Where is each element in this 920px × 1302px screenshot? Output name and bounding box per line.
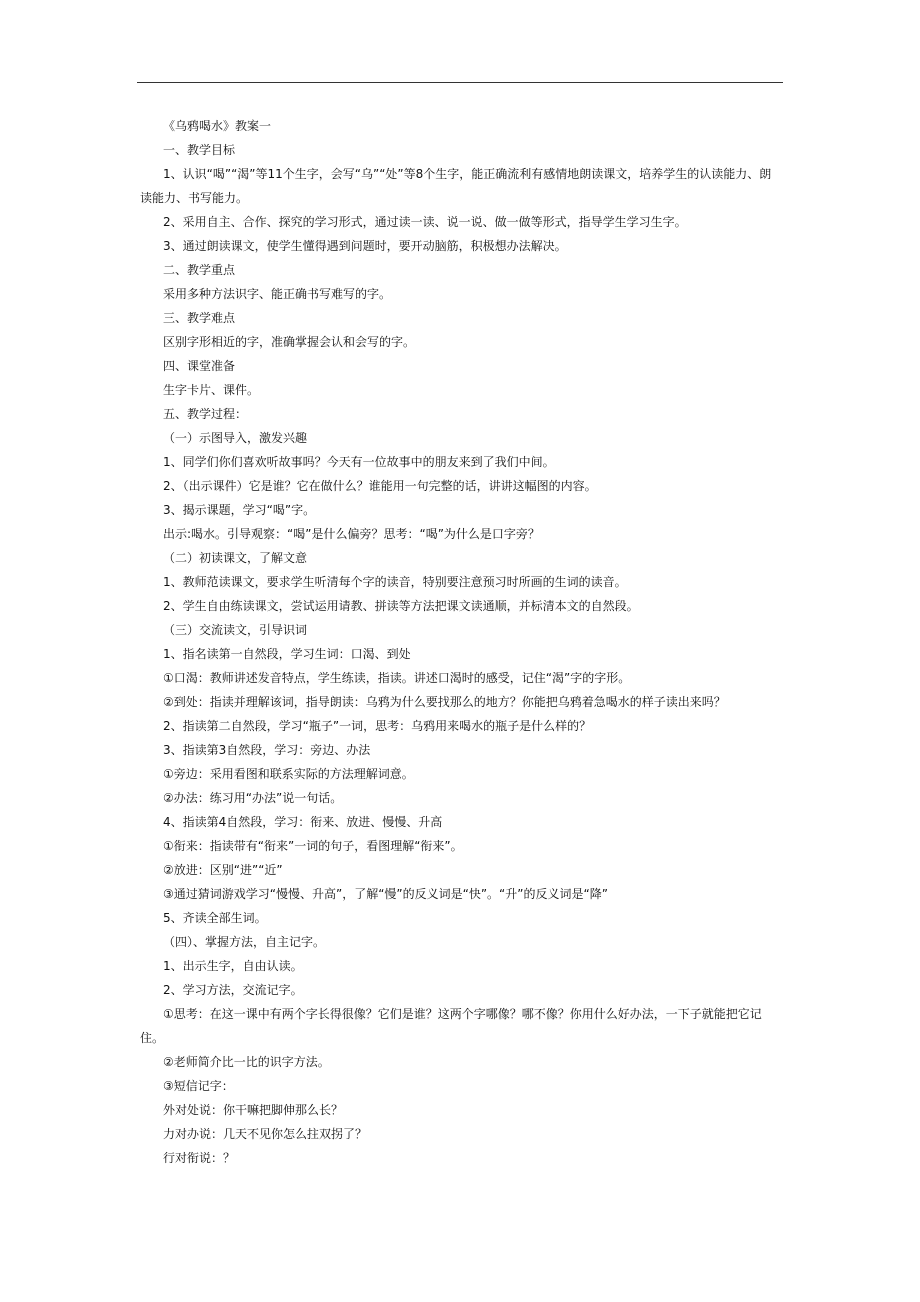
paragraph: 出示:喝水。引导观察：“喝”是什么偏旁？思考：“喝”为什么是口字旁？ — [163, 527, 540, 541]
paragraph: ②放进：区别“进”“近” — [163, 863, 283, 877]
paragraph: 1、出示生字，自由认读。 — [163, 959, 303, 973]
paragraph: ②老师简介比一比的识字方法。 — [163, 1055, 330, 1069]
document-body — [140, 114, 783, 1170]
section-heading: 二、教学重点 — [163, 263, 236, 277]
paragraph: 3、揭示课题，学习“喝”字。 — [163, 503, 316, 517]
paragraph: 1、教师范读课文，要求学生听清每个字的读音，特别要注意预习时所画的生词的读音。 — [163, 575, 627, 589]
paragraph: 采用多种方法识字、能正确书写难写的字。 — [163, 287, 392, 301]
paragraph: 区别字形相近的字，准确掌握会认和会写的字。 — [163, 335, 416, 349]
section-heading: 四、课堂准备 — [163, 359, 236, 373]
paragraph: ①思考：在这一课中有两个字长得很像？它们是谁？这两个字哪像？哪不像？你用什么好办法，一下子就能把它记住。 — [140, 1007, 762, 1045]
subsection-heading: （四）、掌握方法，自主记字。 — [163, 935, 326, 949]
paragraph: 3、通过朗读课文，使学生懂得遇到问题时，要开动脑筋，积极想办法解决。 — [163, 239, 567, 253]
paragraph: 力对办说：几天不见你怎么拄双拐了？ — [163, 1127, 368, 1141]
paragraph: 1、指名读第一自然段，学习生词：口渴、到处 — [163, 647, 411, 661]
paragraph: ②办法：练习用“办法”说一句话。 — [163, 791, 343, 805]
section-heading: 一、教学目标 — [163, 143, 236, 157]
section-heading: 三、教学难点 — [163, 311, 236, 325]
header-rule — [137, 82, 783, 83]
paragraph: ③通过猜词游戏学习“慢慢、升高”，了解“慢”的反义词是“快”。“升”的反义词是“降” — [163, 887, 608, 901]
paragraph: ③短信记字： — [163, 1079, 234, 1093]
subsection-heading: （一）示图导入，激发兴趣 — [163, 431, 308, 445]
paragraph: 1、同学们你们喜欢听故事吗？今天有一位故事中的朋友来到了我们中间。 — [163, 455, 555, 469]
paragraph: 4、指读第4自然段，学习：衔来、放进、慢慢、升高 — [163, 815, 443, 829]
subsection-heading: （三）交流读文，引导识词 — [163, 623, 308, 637]
paragraph: ①衔来：指读带有“衔来”一词的句子，看图理解“衔来”。 — [163, 839, 463, 853]
section-heading: 五、教学过程： — [163, 407, 248, 421]
doc-title: 《乌鸦喝水》教案一 — [163, 119, 272, 133]
paragraph: ②到处：指读并理解该词，指导朗读：乌鸦为什么要找那么的地方？你能把乌鸦着急喝水的样子读出来吗？ — [163, 695, 726, 709]
paragraph: 2、（出示课件）它是谁？它在做什么？谁能用一句完整的话，讲讲这幅图的内容。 — [163, 479, 597, 493]
paragraph: 行对衔说：？ — [163, 1151, 236, 1165]
paragraph: 2、学习方法，交流记字。 — [163, 983, 303, 997]
subsection-heading: （二）初读课文，了解文意 — [163, 551, 308, 565]
paragraph: ①旁边：采用看图和联系实际的方法理解词意。 — [163, 767, 414, 781]
paragraph: ①口渴：教师讲述发音特点，学生练读，指读。讲述口渴时的感受，记住“渴”字的字形。 — [163, 671, 631, 685]
paragraph: 3、指读第3自然段，学习：旁边、办法 — [163, 743, 371, 757]
paragraph: 2、学生自由练读课文，尝试运用请教、拼读等方法把课文读通顺，并标清本文的自然段。 — [163, 599, 639, 613]
paragraph: 1、认识“喝”“渴”等11个生字，会写“乌”“处”等8个生字，能正确流利有感情地朗读课文，培养学生的认读能力、朗读能力、书写能力。 — [140, 167, 772, 205]
paragraph: 生字卡片、课件。 — [163, 383, 260, 397]
paragraph: 5、齐读全部生词。 — [163, 911, 267, 925]
paragraph: 外对处说：你干嘛把脚伸那么长？ — [163, 1103, 344, 1117]
paragraph: 2、采用自主、合作、探究的学习形式，通过读一读、说一说、做一做等形式，指导学生学习生字。 — [163, 215, 687, 229]
paragraph: 2、指读第二自然段，学习“瓶子”一词，思考：乌鸦用来喝水的瓶子是什么样的？ — [163, 719, 592, 733]
